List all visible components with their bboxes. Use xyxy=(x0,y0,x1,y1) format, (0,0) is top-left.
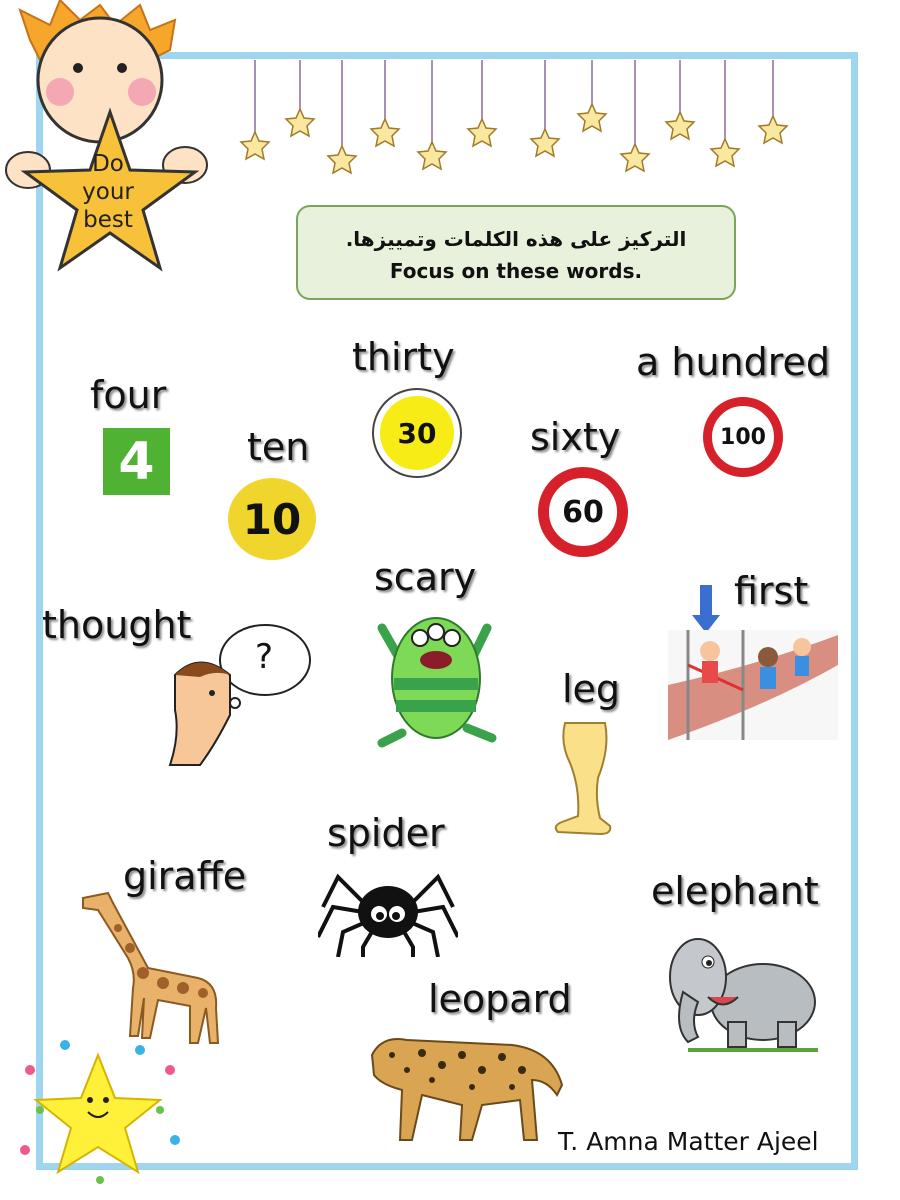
hanging-stars-icon xyxy=(225,60,805,185)
badge-line-3: best xyxy=(83,207,133,233)
word-leg: leg xyxy=(562,667,621,711)
word-four: four xyxy=(90,373,167,417)
hundred-sign-icon: 100 xyxy=(703,397,783,477)
word-sixty: sixty xyxy=(530,415,621,459)
author-credit: T. Amna Matter Ajeel xyxy=(558,1127,819,1156)
badge-line-1: Do xyxy=(92,151,124,177)
badge-line-2: your xyxy=(82,179,134,205)
word-thought: thought xyxy=(42,603,192,647)
thought-question-mark: ? xyxy=(255,637,274,677)
word-ten: ten xyxy=(247,425,310,469)
leg-icon xyxy=(550,718,620,838)
spider-icon xyxy=(318,862,458,957)
badge-text xyxy=(74,150,142,234)
word-scary: scary xyxy=(374,555,477,599)
giraffe-icon xyxy=(78,888,228,1048)
monster-icon xyxy=(372,608,502,748)
word-elephant: elephant xyxy=(651,869,819,913)
number-four-icon: 4 xyxy=(103,428,170,495)
instruction-arabic: التركيز على هذه الكلمات وتمييزها. xyxy=(345,227,687,251)
word-hundred: a hundred xyxy=(636,340,831,384)
thinking-man-icon xyxy=(160,615,315,770)
leopard-icon xyxy=(362,1025,567,1145)
word-spider: spider xyxy=(327,811,445,855)
instruction-english: Focus on these words. xyxy=(389,259,643,283)
smiling-star-icon xyxy=(10,1030,190,1190)
word-leopard: leopard xyxy=(428,977,572,1021)
word-giraffe: giraffe xyxy=(123,854,247,898)
elephant-icon xyxy=(668,922,823,1054)
race-icon xyxy=(668,585,838,740)
word-thirty: thirty xyxy=(352,335,455,379)
instruction-box xyxy=(296,205,736,300)
word-first: first xyxy=(734,569,809,613)
sixty-sign-icon: 60 xyxy=(538,467,628,557)
ten-sign-icon: 10 xyxy=(228,478,316,560)
thirty-sign-icon: 30 xyxy=(374,390,460,476)
